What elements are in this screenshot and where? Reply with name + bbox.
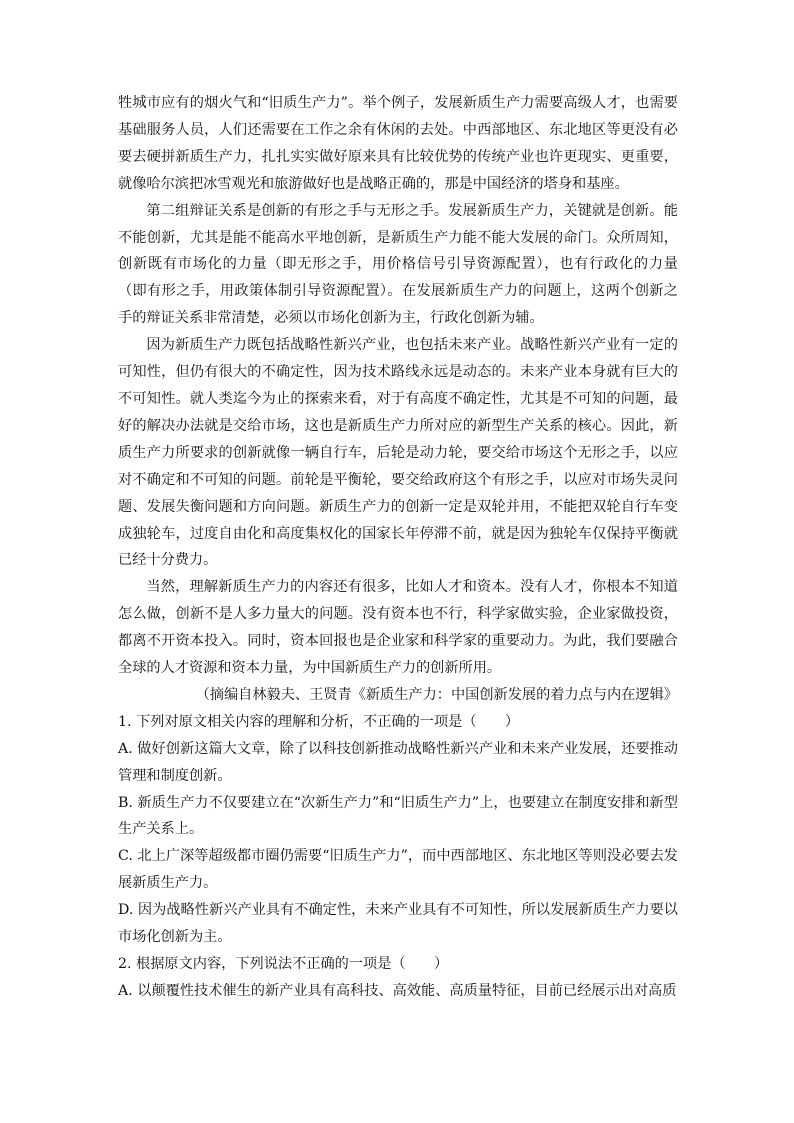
question-2 <box>118 951 678 1005</box>
document-page <box>118 90 678 1005</box>
article-paragraph: 第二组辩证关系是创新的有形之手与无形之手。发展新质生产力，关键就是创新。能不能创新，尤其是能不能高水平地创新，是新质生产力能不能大发展的命门。众所周知，创新既有市场化的力量（即无形之手，用价格信号引导资源配置），也有行政化的力量（即有形之手，用政策体制引导资源配置）。在发展新质生产力的问题上，这两个创新之手的辩证关系非常清楚，必须以市场化创新为主，行政化创新为辅。 <box>118 202 678 327</box>
option-d: D. 因为战略性新兴产业具有不确定性，未来产业具有不可知性，所以发展新质生产力要以市场化创新为主。 <box>118 902 678 946</box>
option-a: A. 以颠覆性技术催生的新产业具有高科技、高效能、高质量特征，目前已经展示出对高质 <box>118 982 677 999</box>
question-stem: 1. 下列对原文相关内容的理解和分析，不正确的一项是（ ） <box>118 713 520 730</box>
question-stem: 2. 根据原文内容，下列说法不正确的一项是（ ） <box>118 956 449 972</box>
option-a: A. 做好创新这篇大文章，除了以科技创新推动战略性新兴产业和未来产业发展，还要推动管理和制度创新。 <box>118 740 678 784</box>
article-paragraph: 因为新质生产力既包括战略性新兴产业，也包括未来产业。战略性新兴产业有一定的可知性，但仍有很大的不确定性，因为技术路线永远是动态的。未来产业本身就有巨大的不可知性。就人类迄今为止的探索来看，对于有高度不确定性，尤其是不可知的问题，最好的解决办法就是交给市场，这也是新质生产力所对应的新型生产关系的核心。因此，新质生产力所要求的创新就像一辆自行车，后轮是动力轮，要交给市场这个无形之手，以应对不确定和不可知的问题。前轮是平衡轮，要交给政府这个有形之手，以应对市场失灵问题、发展失衡问题和方向问题。新质生产力的创新一定是双轮并用，不能把双轮自行车变成独轮车，过度自由化和高度集权化的国家长年停滞不前，就是因为独轮车仅保持平衡就已经十分费力。 <box>118 337 678 569</box>
option-b: B. 新质生产力不仅要建立在“次新生产力”和“旧质生产力”上，也要建立在制度安排和新型生产关系上。 <box>118 794 678 838</box>
article-paragraph: 牲城市应有的烟火气和“旧质生产力”。举个例子，发展新质生产力需要高级人才，也需要基础服务人员，人们还需要在工作之余有休闲的去处。中西部地区、东北地区等更没有必要去硬拼新质生产力，扎扎实实做好原来具有比较优势的传统产业也许更现实、更重要，就像哈尔滨把冰雪观光和旅游做好也是战略正确的，那是中国经济的塔身和基座。 <box>118 95 678 192</box>
option-c: C. 北上广深等超级都市圈仍需要“旧质生产力”，而中西部地区、东北地区等则没必要去发展新质生产力。 <box>118 848 678 892</box>
article-paragraph: 当然，理解新质生产力的内容还有很多，比如人才和资本。没有人才，你根本不知道怎么做，创新不是人多力量大的问题。没有资本也不行，科学家做实验，企业家做投资，都离不开资本投入。同时，资本回报也是企业家和科学家的重要动力。为此，我们要融合全球的人才资源和资本力量，为中国新质生产力的创新所用。 <box>118 579 678 677</box>
article-source: （摘编自林毅夫、王贤青《新质生产力：中国创新发展的着力点与内在逻辑》 <box>195 686 678 703</box>
question-1 <box>118 709 678 951</box>
